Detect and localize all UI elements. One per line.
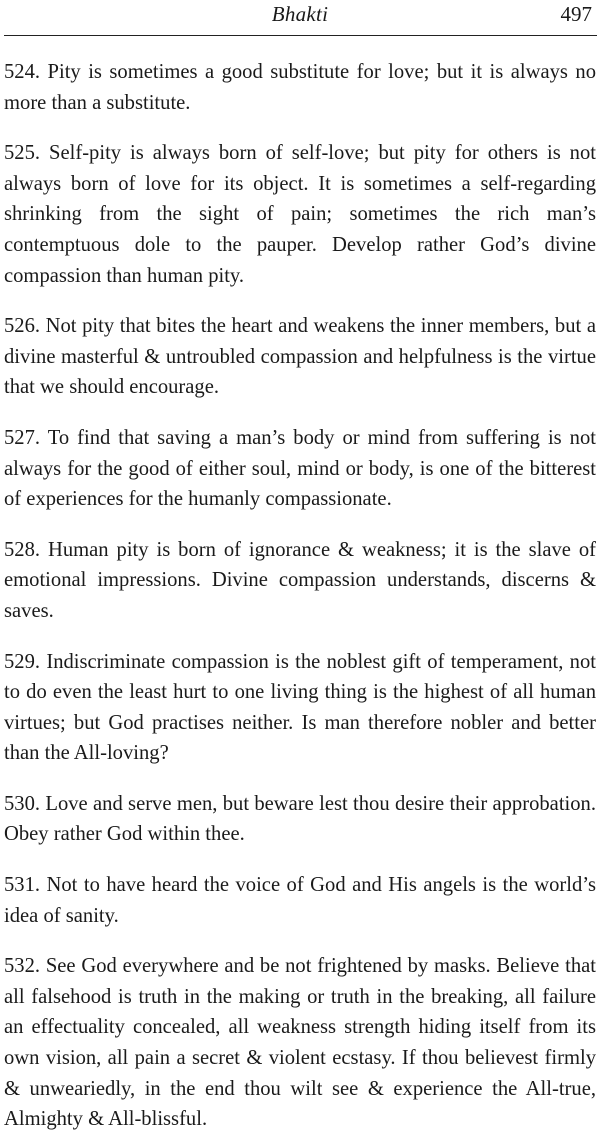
aphorism-number: 531. bbox=[4, 874, 41, 897]
aphorism-text: See God everywhere and be not frightened by masks. Believe that all falsehood is truth in the making or truth in the breaking, all failure an effectuality concealed, all weakness strength hiding itself from its own vision, all pain a secret & violent ecstasy. If thou believest firmly & unweariedly, in the end thou wilt see & experience the All-true, Almighty & All-blissful. bbox=[4, 955, 596, 1131]
aphorism-532 bbox=[4, 951, 596, 1135]
page-number: 497 bbox=[560, 2, 592, 26]
page-body bbox=[4, 57, 596, 1135]
aphorism-525 bbox=[4, 138, 596, 291]
aphorism-text: Love and serve men, but beware lest thou desire their approbation. Obey rather God within thee. bbox=[4, 792, 597, 846]
header-rule bbox=[4, 35, 597, 36]
aphorism-text: Indiscriminate compassion is the noblest gift of temperament, not to do even the least hurt to one living thing is the highest of all human virtues; but God practises neither. Is man therefore nobler and better than the All-loving? bbox=[4, 650, 596, 765]
aphorism-number: 526. bbox=[4, 315, 41, 338]
aphorism-text: Self-pity is always born of self-love; but pity for others is not always born of love for its object. It is sometimes a self-regarding shrinking from the sight of pain; sometimes the rich man’s contemptuous dole to the pauper. Develop rather God’s divine compassion than human pity. bbox=[4, 142, 596, 287]
aphorism-number: 530. bbox=[4, 792, 41, 815]
aphorism-529 bbox=[4, 647, 596, 769]
aphorism-text: Human pity is born of ignorance & weakness; it is the slave of emotional impressions. Divine compassion understands, discerns & saves. bbox=[4, 538, 597, 622]
aphorism-number: 527. bbox=[4, 426, 41, 449]
aphorism-text: Not pity that bites the heart and weakens the inner members, but a divine masterful & untroubled compassion and helpfulness is the virtue that we should encourage. bbox=[4, 315, 596, 399]
aphorism-text: Not to have heard the voice of God and His angels is the world’s idea of sanity. bbox=[4, 874, 596, 927]
aphorism-number: 529. bbox=[4, 650, 41, 673]
aphorism-528 bbox=[4, 535, 596, 627]
running-title: Bhakti bbox=[271, 2, 329, 26]
aphorism-number: 525. bbox=[4, 142, 41, 165]
aphorism-number: 532. bbox=[4, 955, 41, 978]
aphorism-number: 524. bbox=[4, 61, 41, 83]
aphorism-524 bbox=[4, 57, 596, 118]
aphorism-text: Pity is sometimes a good substitute for love; but it is always no more than a substitute. bbox=[4, 61, 596, 114]
aphorism-527 bbox=[4, 423, 596, 515]
aphorism-text: To find that saving a man’s body or mind from suffering is not always for the good of either soul, mind or body, is one of the bitterest of experiences for the humanly compassionate. bbox=[4, 426, 596, 511]
aphorism-526 bbox=[4, 311, 596, 403]
aphorism-number: 528. bbox=[4, 538, 41, 561]
aphorism-531 bbox=[4, 870, 596, 931]
running-head bbox=[0, 2, 597, 32]
aphorism-530 bbox=[4, 789, 596, 850]
